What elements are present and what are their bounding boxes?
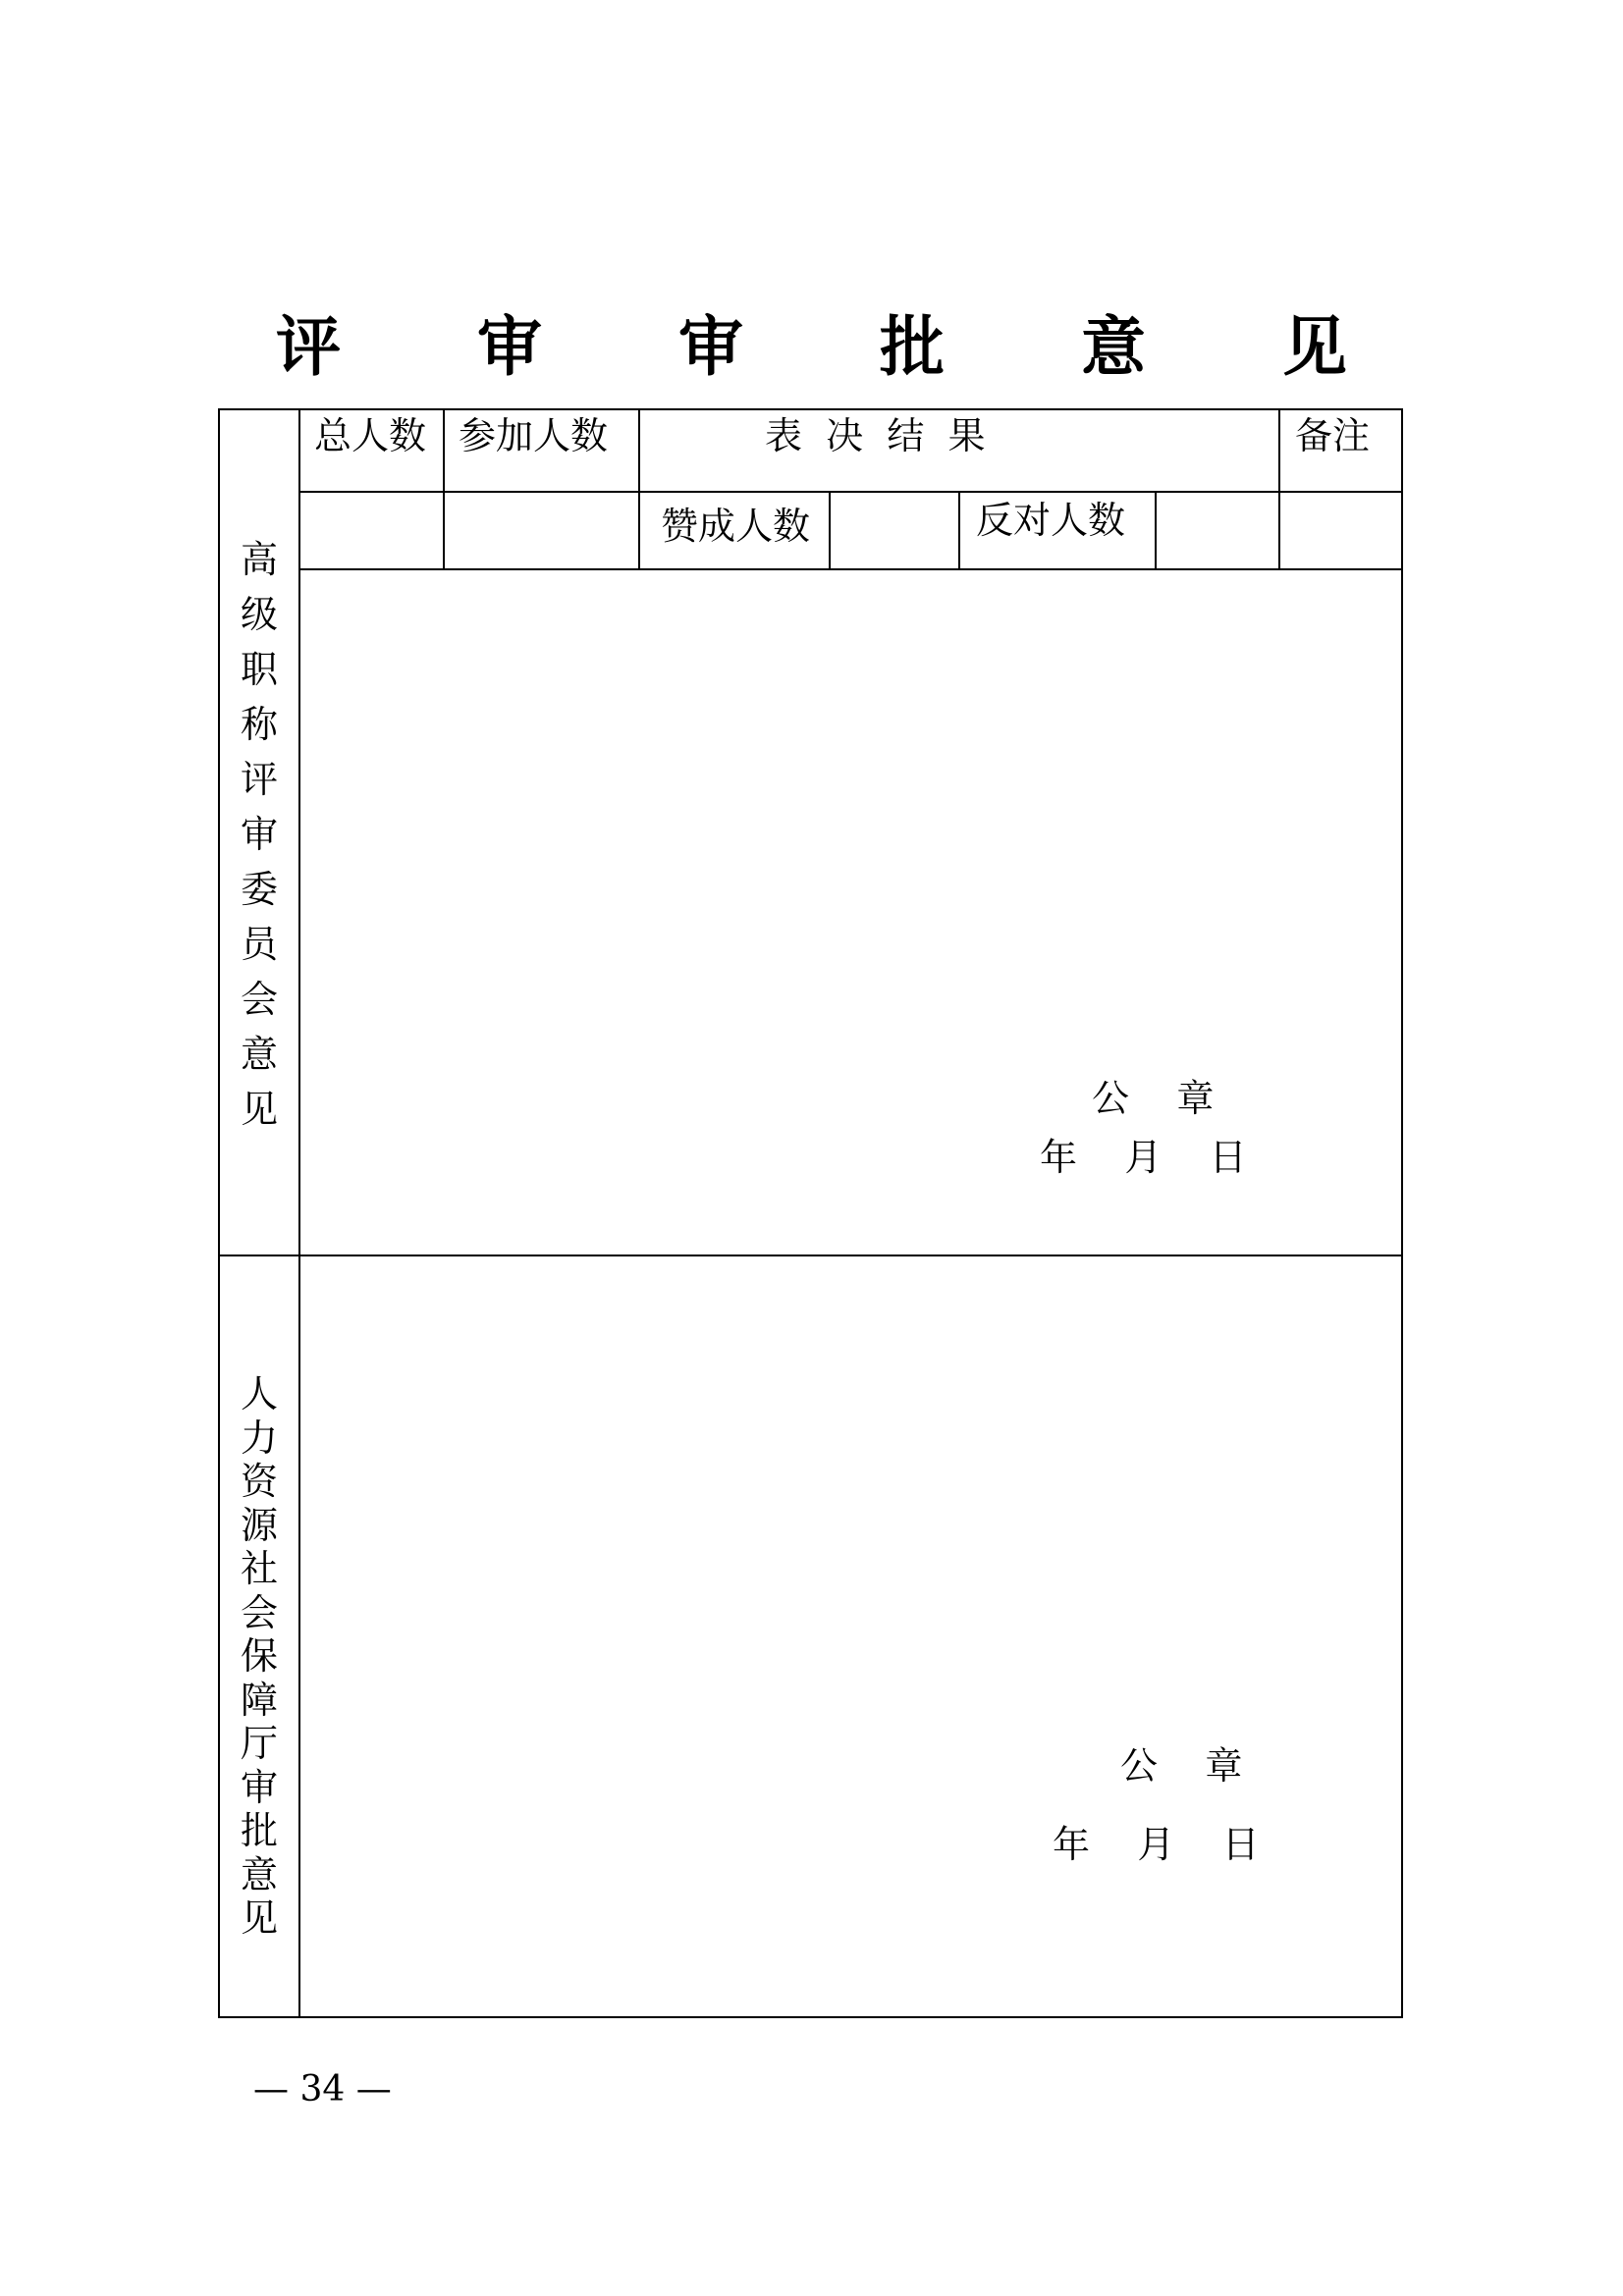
col-divider-1 (443, 410, 445, 570)
header-approve-count: 赞成人数 (661, 505, 811, 548)
col-divider-6 (1278, 410, 1280, 570)
col-divider-3 (829, 491, 831, 570)
header-remarks: 备注 (1295, 414, 1371, 457)
label-column-divider (298, 410, 300, 2016)
page-title: 评 审 审 批 意 见 (276, 308, 1404, 385)
col-divider-5 (1155, 491, 1157, 570)
department-date-label: 年 月 日 (1053, 1823, 1260, 1866)
header-vote-result: 表 决 结 果 (765, 414, 986, 457)
section-divider (220, 1255, 1401, 1256)
committee-date-label: 年 月 日 (1040, 1136, 1247, 1179)
header-participants: 参加人数 (459, 414, 609, 457)
committee-seal-label: 公 章 (1092, 1077, 1215, 1120)
header-oppose-count: 反对人数 (976, 499, 1126, 542)
header-total-people: 总人数 (314, 414, 427, 457)
col-divider-2 (638, 410, 640, 570)
col-divider-4 (958, 491, 960, 570)
committee-opinion-label: 高 级 职 称 评 审 委 员 会 意 见 (240, 538, 278, 1131)
header-row-divider (298, 491, 1401, 493)
header-bottom-divider (298, 568, 1401, 570)
department-seal-label: 公 章 (1120, 1744, 1243, 1788)
page-number: — 34 — (253, 2069, 392, 2109)
department-approval-label: 人 力 资 源 社 会 保 障 厅 审 批 意 见 (240, 1372, 278, 1940)
approval-form-table (218, 408, 1403, 2018)
